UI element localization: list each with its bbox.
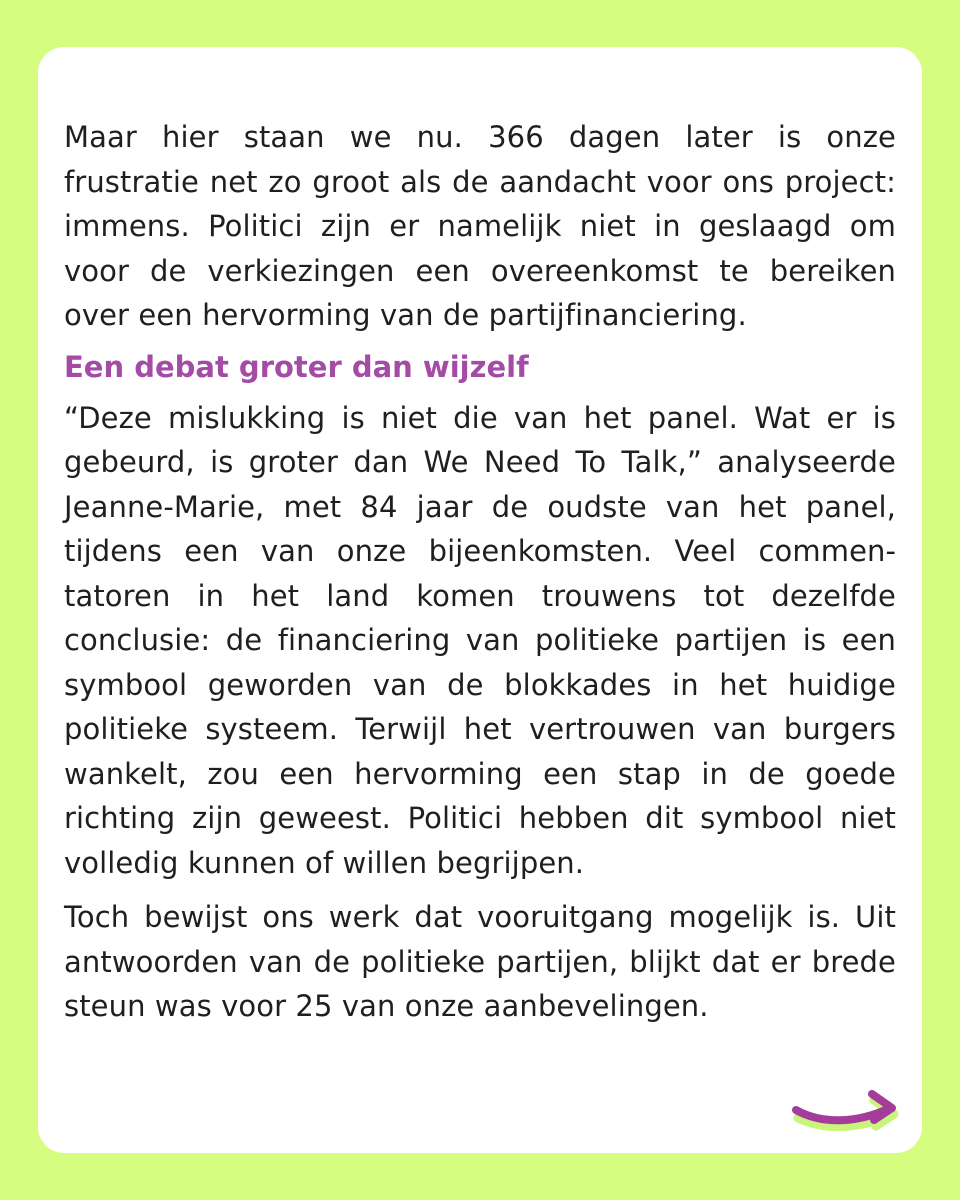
arrow-right-icon[interactable]: [788, 1080, 908, 1138]
paragraph-intro: Maar hier staan we nu. 366 dagen later is onze frustratie net zo groot als de aandacht voor ons project: immens. Politici zijn er namelijk niet in geslaagd om voor de verkiezingen een overeenkomst te bereiken over een hervorming van de partijfinanciering.: [64, 120, 896, 332]
paragraph-quote: “Deze mislukking is niet die van het panel. Wat er is gebeurd, is groter dan We Need To Talk,” analyseerde Jeanne-Marie, met 84 jaar de oudste van het panel, tijdens een van onze bijeenkomsten. Veel commentatoren in het land komen trouwens tot dezelfde conclusie: de financiering van politieke partijen is een symbool geworden van de blokkades in het huidige politieke systeem. Terwijl het vertrouwen van burgers wankelt, zou een hervorming een stap in de goede richting zijn geweest. Politici hebben dit symbool niet volledig kunnen of willen begrijpen.: [64, 400, 896, 880]
content-card: [38, 47, 922, 1153]
section-heading: Een debat groter dan wijzelf: [64, 349, 529, 384]
paragraph-conclusion: Toch bewijst ons werk dat vooruitgang mogelijk is. Uit antwoorden van de politieke partijen, blijkt dat er brede steun was voor 25 van onze aanbevelingen.: [64, 900, 896, 1023]
